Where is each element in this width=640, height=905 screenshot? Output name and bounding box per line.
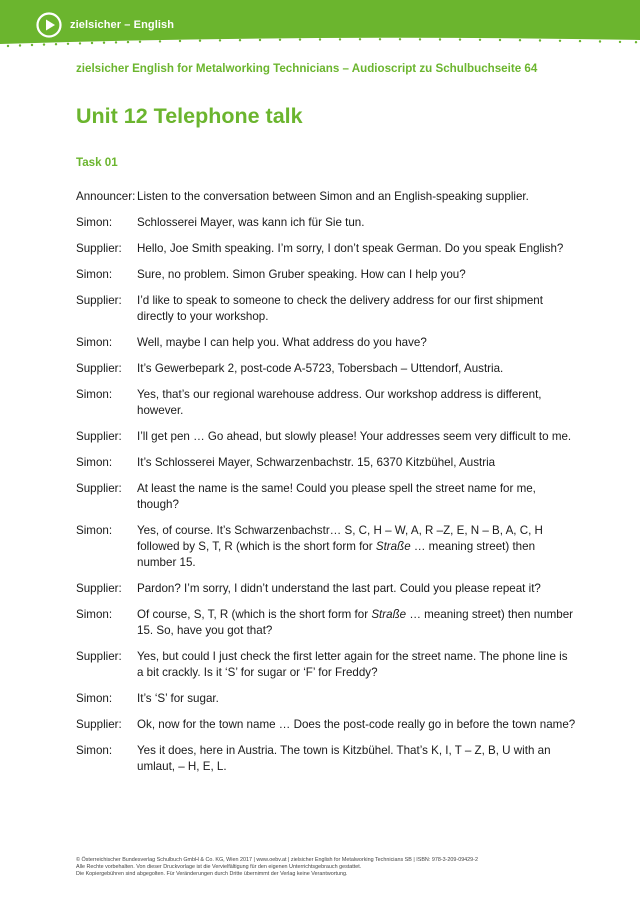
dialogue-text <box>137 215 576 231</box>
speaker-label: Simon: <box>76 744 113 757</box>
dialogue-text-part: Listen to the conversation between Simon and an English-speaking supplier. <box>137 190 529 203</box>
dialogue-text-part: At least the name is the same! Could you please spell the street name for me, though? <box>137 482 536 511</box>
dialogue-italic-term: Straße <box>375 540 411 553</box>
speaker-label: Simon: <box>76 692 113 705</box>
dialogue-text-part: Yes, that’s our regional warehouse address. Our workshop address is different, however. <box>137 388 542 417</box>
dialogue-line <box>76 691 576 707</box>
dialogue-text-part: Pardon? I’m sorry, I didn’t understand the last part. Could you please repeat it? <box>137 582 541 595</box>
dialogue-text <box>137 267 576 283</box>
dialogue-text-part: Schlosserei Mayer, was kann ich für Sie tun. <box>137 216 365 229</box>
dialogue-text-part: Of course, S, T, R (which is the short form for <box>137 608 372 621</box>
dialogue-text-part: It’s ‘S’ for sugar. <box>137 692 219 705</box>
speaker-label: Supplier: <box>76 242 122 255</box>
dialogue-line <box>76 189 576 205</box>
dialogue-line <box>76 743 576 775</box>
speaker-label: Simon: <box>76 268 113 281</box>
footer-line: Die Kopiergebühren sind abgegolten. Für Veränderungen durch Dritte übernimmt der Verlag keine Verantwortung. <box>76 871 348 877</box>
speaker-label: Simon: <box>76 456 113 469</box>
dialogue-text <box>137 241 576 257</box>
dialogue-text-part: Hello, Joe Smith speaking. I’m sorry, I don’t speak German. Do you speak English? <box>137 242 564 255</box>
dialogue-text-part: It’s Schlosserei Mayer, Schwarzenbachstr. 15, 6370 Kitzbühel, Austria <box>137 456 496 469</box>
dialogue-text-part: Ok, now for the town name … Does the post-code really go in before the town name? <box>137 718 576 731</box>
speaker-label: Supplier: <box>76 482 122 495</box>
footer-line: © Österreichischer Bundesverlag Schulbuch GmbH & Co. KG, Wien 2017 | www.oebv.at | zielsicher English for Metalworking Technicians SB | ISBN: 978-3-209-09429-2 <box>76 857 478 863</box>
brand-name: zielsicher – English <box>70 19 175 31</box>
dialogue-line <box>76 241 576 257</box>
dialogue-text-part: I’ll get pen … Go ahead, but slowly please! Your addresses seem very difficult to me. <box>137 430 572 443</box>
dialogue-line <box>76 607 576 639</box>
speaker-label: Simon: <box>76 336 113 349</box>
dialogue-line <box>76 215 576 231</box>
dialogue-line <box>76 717 576 733</box>
dialogue-text <box>137 455 576 471</box>
dialogue-text <box>137 189 576 205</box>
dialogue-text <box>137 361 576 377</box>
dialogue-text <box>137 293 576 325</box>
speaker-label: Simon: <box>76 216 113 229</box>
dialogue-italic-term: Straße <box>371 608 407 621</box>
dialogue-line <box>76 335 576 351</box>
speaker-label: Simon: <box>76 388 113 401</box>
speaker-label: Announcer: <box>76 190 136 203</box>
dialogue-text-part: Yes, of course. It’s Schwarzenbachstr… S, C, H – W, A, R –Z, E, N – B, A, C, H followed by S, T, R (which is the short form for <box>137 524 543 553</box>
dialogue-text <box>137 481 576 513</box>
dialogue-text <box>137 649 576 681</box>
dialogue-text <box>137 743 576 775</box>
speaker-label: Supplier: <box>76 430 122 443</box>
dialogue-text <box>137 581 576 597</box>
dialogue-line <box>76 267 576 283</box>
dialogue-text <box>137 523 576 571</box>
dialogue-transcript <box>76 189 576 785</box>
dialogue-text-part: It’s Gewerbepark 2, post-code A-5723, Tobersbach – Uttendorf, Austria. <box>137 362 504 375</box>
copyright-footer <box>76 857 596 878</box>
dialogue-text-part: Well, maybe I can help you. What address do you have? <box>137 336 427 349</box>
speaker-label: Supplier: <box>76 650 122 663</box>
dialogue-line <box>76 481 576 513</box>
dialogue-line <box>76 387 576 419</box>
speaker-label: Simon: <box>76 608 113 621</box>
dialogue-line <box>76 649 576 681</box>
dialogue-line <box>76 429 576 445</box>
dialogue-line <box>76 523 576 571</box>
header-banner <box>0 0 640 48</box>
dialogue-line <box>76 361 576 377</box>
dialogue-text-part: Yes it does, here in Austria. The town is Kitzbühel. That’s K, I, T – Z, B, U with an umlaut, – H, E, L. <box>137 744 551 773</box>
play-icon <box>36 12 62 38</box>
dialogue-text <box>137 335 576 351</box>
footer-line: Alle Rechte vorbehalten. Von dieser Druckvorlage ist die Vervielfältigung für den eigenen Unterrichtsgebrauch gestattet. <box>76 864 362 870</box>
dialogue-line <box>76 455 576 471</box>
dialogue-text-part: Sure, no problem. Simon Gruber speaking. How can I help you? <box>137 268 466 281</box>
dialogue-text-part: Yes, but could I just check the first letter again for the street name. The phone line is a bit crackly. Is it ‘S’ for sugar or ‘F’ for Freddy? <box>137 650 568 679</box>
speaker-label: Supplier: <box>76 294 122 307</box>
dialogue-text <box>137 607 576 639</box>
dialogue-text-part: … meaning street) then number 15. <box>137 540 536 569</box>
speaker-label: Supplier: <box>76 582 122 595</box>
document-subtitle: zielsicher English for Metalworking Technicians – Audioscript zu Schulbuchseite 64 <box>76 62 538 75</box>
dialogue-line <box>76 581 576 597</box>
dialogue-text <box>137 691 576 707</box>
dialogue-text-part: … meaning street) then number 15. So, have you got that? <box>137 608 574 637</box>
dialogue-text-part: I’d like to speak to someone to check the delivery address for our first shipment directly to your workshop. <box>137 294 543 323</box>
page-title: Unit 12 Telephone talk <box>76 104 303 128</box>
speaker-label: Simon: <box>76 524 113 537</box>
task-heading: Task 01 <box>76 156 118 169</box>
dialogue-line <box>76 293 576 325</box>
brand-logo <box>36 12 174 38</box>
dialogue-text <box>137 387 576 419</box>
dialogue-text <box>137 429 576 445</box>
speaker-label: Supplier: <box>76 718 122 731</box>
dialogue-text <box>137 717 576 733</box>
speaker-label: Supplier: <box>76 362 122 375</box>
